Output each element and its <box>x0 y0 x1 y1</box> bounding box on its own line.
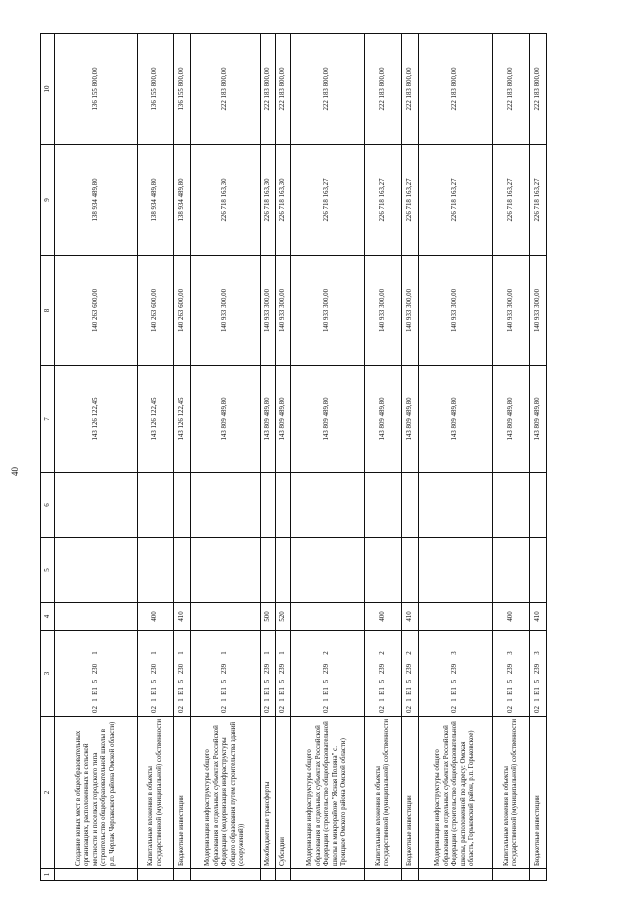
code-part: 3 <box>506 651 514 655</box>
table-row <box>55 34 138 881</box>
amount-cell: 140 263 600,00 <box>174 256 191 366</box>
amount-cell <box>261 538 276 603</box>
amount-cell: 138 934 489,80 <box>138 145 174 256</box>
code-part: 5 <box>451 679 459 684</box>
expense-type-cell <box>55 603 138 631</box>
amount-cell: 140 933 300,00 <box>291 256 365 366</box>
amount-cell: 140 933 300,00 <box>530 256 547 366</box>
amount-cell <box>493 473 530 538</box>
code-part: 1 <box>278 698 286 702</box>
expense-type-cell: 500 <box>261 603 276 631</box>
code-part: 5 <box>323 679 331 684</box>
amount-cell <box>174 473 191 538</box>
amount-cell: 140 933 300,00 <box>365 256 402 366</box>
table-row <box>291 34 365 881</box>
expense-type-cell: 520 <box>276 603 291 631</box>
code-part: 02 <box>378 706 386 713</box>
amount-cell: 140 933 300,00 <box>261 256 276 366</box>
amount-cell: 222 183 800,00 <box>530 34 547 145</box>
classification-code <box>419 631 493 717</box>
code-part: E1 <box>378 687 386 695</box>
row-name: Межбюджетные трансферты <box>261 717 276 869</box>
column-header: 7 <box>41 366 55 473</box>
row-name: Субсидии <box>276 717 291 869</box>
classification-code <box>365 631 402 717</box>
amount-cell: 222 183 800,00 <box>419 34 493 145</box>
code-part: 5 <box>221 679 229 684</box>
code-parts <box>178 631 186 716</box>
classification-code <box>55 631 138 717</box>
code-part: 1 <box>506 698 514 702</box>
blank-cell <box>402 869 419 881</box>
amount-cell <box>174 538 191 603</box>
code-part: 239 <box>263 663 271 675</box>
amount-cell: 143 126 122,45 <box>138 366 174 473</box>
code-part: 3 <box>451 651 459 655</box>
amount-cell: 222 183 800,00 <box>291 34 365 145</box>
code-part: E1 <box>506 687 514 695</box>
amount-cell: 140 933 300,00 <box>191 256 261 366</box>
amount-cell: 222 183 800,00 <box>261 34 276 145</box>
code-part: 02 <box>221 706 229 713</box>
amount-cell <box>138 473 174 538</box>
amount-cell <box>261 473 276 538</box>
classification-code <box>138 631 174 717</box>
amount-cell: 226 718 163,27 <box>530 145 547 256</box>
page-number: 40 <box>10 467 20 476</box>
code-part: 02 <box>451 706 459 713</box>
code-part: E1 <box>91 687 99 695</box>
classification-code <box>530 631 547 717</box>
code-parts <box>406 631 414 716</box>
rotated-page <box>10 34 608 881</box>
amount-cell: 143 809 489,80 <box>419 366 493 473</box>
amount-cell <box>402 538 419 603</box>
blank-cell <box>55 869 138 881</box>
code-part: 02 <box>151 706 159 713</box>
code-part: 2 <box>405 651 413 655</box>
table-row <box>276 34 291 881</box>
code-part: 5 <box>151 679 159 684</box>
table-row <box>419 34 493 881</box>
row-name: Бюджетные инвестиции <box>174 717 191 869</box>
table-row <box>365 34 402 881</box>
code-part: 02 <box>533 706 541 713</box>
code-parts <box>151 631 159 716</box>
expense-type-cell: 410 <box>402 603 419 631</box>
amount-cell: 226 718 163,27 <box>419 145 493 256</box>
code-part: 5 <box>278 679 286 684</box>
amount-cell <box>191 538 261 603</box>
code-part: 02 <box>323 706 331 713</box>
blank-cell <box>276 869 291 881</box>
code-parts <box>264 631 272 716</box>
code-part: 1 <box>91 651 99 655</box>
classification-code <box>191 631 261 717</box>
table-row <box>493 34 530 881</box>
amount-cell <box>138 538 174 603</box>
code-part: 1 <box>405 698 413 702</box>
amount-cell: 143 809 489,80 <box>530 366 547 473</box>
column-header: 5 <box>41 538 55 603</box>
code-part: E1 <box>323 687 331 695</box>
amount-cell <box>365 473 402 538</box>
amount-cell: 138 934 489,80 <box>55 145 138 256</box>
table-row <box>191 34 261 881</box>
table-row <box>261 34 276 881</box>
blank-cell <box>530 869 547 881</box>
amount-cell <box>191 473 261 538</box>
column-header: 1 <box>41 869 55 881</box>
blank-cell <box>191 869 261 881</box>
expense-type-cell: 400 <box>365 603 402 631</box>
amount-cell: 140 263 600,00 <box>138 256 174 366</box>
code-part: E1 <box>278 687 286 695</box>
classification-code <box>276 631 291 717</box>
amount-cell <box>365 538 402 603</box>
amount-cell: 143 809 489,80 <box>493 366 530 473</box>
amount-cell: 136 155 800,00 <box>138 34 174 145</box>
amount-cell <box>291 538 365 603</box>
code-parts <box>221 631 229 716</box>
code-part: 02 <box>506 706 514 713</box>
blank-cell <box>291 869 365 881</box>
code-parts <box>534 631 542 716</box>
code-part: 02 <box>91 706 99 713</box>
classification-code <box>261 631 276 717</box>
classification-code <box>402 631 419 717</box>
code-part: 1 <box>221 698 229 702</box>
expense-type-cell <box>291 603 365 631</box>
classification-code <box>291 631 365 717</box>
amount-cell: 143 809 489,80 <box>365 366 402 473</box>
amount-cell: 226 718 163,27 <box>365 145 402 256</box>
code-part: 239 <box>506 663 514 675</box>
expense-type-cell <box>191 603 261 631</box>
code-part: 1 <box>533 698 541 702</box>
code-part: 5 <box>378 679 386 684</box>
column-header: 8 <box>41 256 55 366</box>
expense-type-cell <box>419 603 493 631</box>
code-part: E1 <box>263 687 271 695</box>
amount-cell: 222 183 800,00 <box>365 34 402 145</box>
code-part: E1 <box>177 687 185 695</box>
code-part: 02 <box>263 706 271 713</box>
amount-cell: 140 933 300,00 <box>493 256 530 366</box>
amount-cell <box>291 473 365 538</box>
amount-cell <box>276 538 291 603</box>
code-part: 5 <box>506 679 514 684</box>
amount-cell <box>402 473 419 538</box>
amount-cell: 143 809 489,80 <box>291 366 365 473</box>
code-part: 239 <box>405 663 413 675</box>
row-name: Бюджетные инвестиции <box>530 717 547 869</box>
code-part: 239 <box>323 663 331 675</box>
amount-cell: 143 809 489,80 <box>402 366 419 473</box>
table-row <box>174 34 191 881</box>
blank-cell <box>365 869 402 881</box>
blank-cell <box>419 869 493 881</box>
code-part: 230 <box>91 663 99 675</box>
amount-cell <box>530 538 547 603</box>
amount-cell <box>419 473 493 538</box>
row-name: Создание новых мест в общеобразовательных организациях, расположенных в сельской местности и поселках городского типа (строительство общеобразовательной школы в р.п. Черлак Черлакского района Омской области) <box>55 717 138 869</box>
amount-cell: 226 718 163,27 <box>291 145 365 256</box>
code-parts <box>379 631 387 716</box>
code-part: 1 <box>263 651 271 655</box>
code-part: 5 <box>405 679 413 684</box>
code-part: 239 <box>278 663 286 675</box>
code-part: 3 <box>533 651 541 655</box>
amount-cell: 222 183 800,00 <box>493 34 530 145</box>
amount-cell: 143 126 122,45 <box>55 366 138 473</box>
code-parts <box>451 631 459 716</box>
code-part: 5 <box>177 679 185 684</box>
code-part: 239 <box>533 663 541 675</box>
row-name: Бюджетные инвестиции <box>402 717 419 869</box>
column-header: 9 <box>41 145 55 256</box>
row-name: Модернизация инфраструктуры общего образования в отдельных субъектах Российской Федерации (строительство общеобразовательной школы, расположенной по адресу: Омская область, Горьковский район, р.п. Горьковское) <box>419 717 493 869</box>
amount-cell <box>276 473 291 538</box>
blank-cell <box>493 869 530 881</box>
column-header: 6 <box>41 473 55 538</box>
amount-cell <box>55 538 138 603</box>
amount-cell: 143 809 489,80 <box>276 366 291 473</box>
amount-cell: 226 718 163,30 <box>276 145 291 256</box>
code-part: 1 <box>91 698 99 702</box>
code-part: 230 <box>177 663 185 675</box>
blank-cell <box>261 869 276 881</box>
row-name: Капитальные вложения в объекты государственной (муниципальной) собственности <box>365 717 402 869</box>
amount-cell: 222 183 800,00 <box>276 34 291 145</box>
amount-cell <box>530 473 547 538</box>
table-row <box>530 34 547 881</box>
column-header: 10 <box>41 34 55 145</box>
header-row <box>41 34 55 881</box>
code-part: E1 <box>221 687 229 695</box>
code-part: 2 <box>323 651 331 655</box>
code-part: 1 <box>221 651 229 655</box>
amount-cell <box>493 538 530 603</box>
expense-type-cell: 410 <box>530 603 547 631</box>
code-parts <box>92 631 100 716</box>
amount-cell: 136 155 800,00 <box>174 34 191 145</box>
code-part: E1 <box>533 687 541 695</box>
blank-cell <box>174 869 191 881</box>
row-name: Капитальные вложения в объекты государственной (муниципальной) собственности <box>493 717 530 869</box>
amount-cell <box>419 538 493 603</box>
amount-cell <box>55 473 138 538</box>
code-part: 1 <box>263 698 271 702</box>
amount-cell: 140 263 600,00 <box>55 256 138 366</box>
amount-cell: 140 933 300,00 <box>419 256 493 366</box>
blank-cell <box>138 869 174 881</box>
budget-table <box>40 33 547 881</box>
code-part: 239 <box>451 663 459 675</box>
code-part: 1 <box>323 698 331 702</box>
code-part: 1 <box>278 651 286 655</box>
amount-cell: 143 809 489,80 <box>191 366 261 473</box>
code-part: E1 <box>151 687 159 695</box>
table-row <box>138 34 174 881</box>
code-parts <box>323 631 331 716</box>
amount-cell: 226 718 163,30 <box>191 145 261 256</box>
code-part: 02 <box>278 706 286 713</box>
code-part: 1 <box>151 651 159 655</box>
amount-cell: 138 934 489,80 <box>174 145 191 256</box>
code-part: E1 <box>451 687 459 695</box>
code-part: 239 <box>378 663 386 675</box>
column-header: 2 <box>41 717 55 869</box>
code-part: E1 <box>405 687 413 695</box>
amount-cell: 136 155 800,00 <box>55 34 138 145</box>
amount-cell: 226 718 163,27 <box>493 145 530 256</box>
code-part: 02 <box>177 706 185 713</box>
column-header: 4 <box>41 603 55 631</box>
amount-cell: 222 183 800,00 <box>402 34 419 145</box>
code-part: 1 <box>177 651 185 655</box>
classification-code <box>174 631 191 717</box>
amount-cell: 222 183 800,00 <box>191 34 261 145</box>
expense-type-cell: 410 <box>174 603 191 631</box>
amount-cell: 226 718 163,30 <box>261 145 276 256</box>
code-part: 1 <box>451 698 459 702</box>
amount-cell: 143 126 122,45 <box>174 366 191 473</box>
classification-code <box>493 631 530 717</box>
row-name: Капитальные вложения в объекты государственной (муниципальной) собственности <box>138 717 174 869</box>
code-part: 2 <box>378 651 386 655</box>
row-name: Модернизация инфраструктуры общего образования в отдельных субъектах Российской Федерации (строительство общеобразовательной школы в микрорайоне "Ясная Поляна" с. Троицкое Омского района Омской области) <box>291 717 365 869</box>
code-part: 1 <box>177 698 185 702</box>
expense-type-cell: 400 <box>138 603 174 631</box>
code-part: 230 <box>151 663 159 675</box>
code-part: 1 <box>378 698 386 702</box>
code-part: 239 <box>221 663 229 675</box>
code-parts <box>507 631 515 716</box>
code-part: 02 <box>405 706 413 713</box>
table-row <box>402 34 419 881</box>
amount-cell: 140 933 300,00 <box>276 256 291 366</box>
code-parts <box>279 631 287 716</box>
amount-cell: 140 933 300,00 <box>402 256 419 366</box>
code-part: 5 <box>263 679 271 684</box>
column-header: 3 <box>41 631 55 717</box>
row-name: Модернизация инфраструктуры общего образования в отдельных субъектах Российской Федерации (модернизация инфраструктуры общего образования путем строительства зданий (сооружений)) <box>191 717 261 869</box>
expense-type-cell: 400 <box>493 603 530 631</box>
code-part: 5 <box>91 679 99 684</box>
amount-cell: 143 809 489,80 <box>261 366 276 473</box>
code-part: 5 <box>533 679 541 684</box>
code-part: 1 <box>151 698 159 702</box>
amount-cell: 226 718 163,27 <box>402 145 419 256</box>
